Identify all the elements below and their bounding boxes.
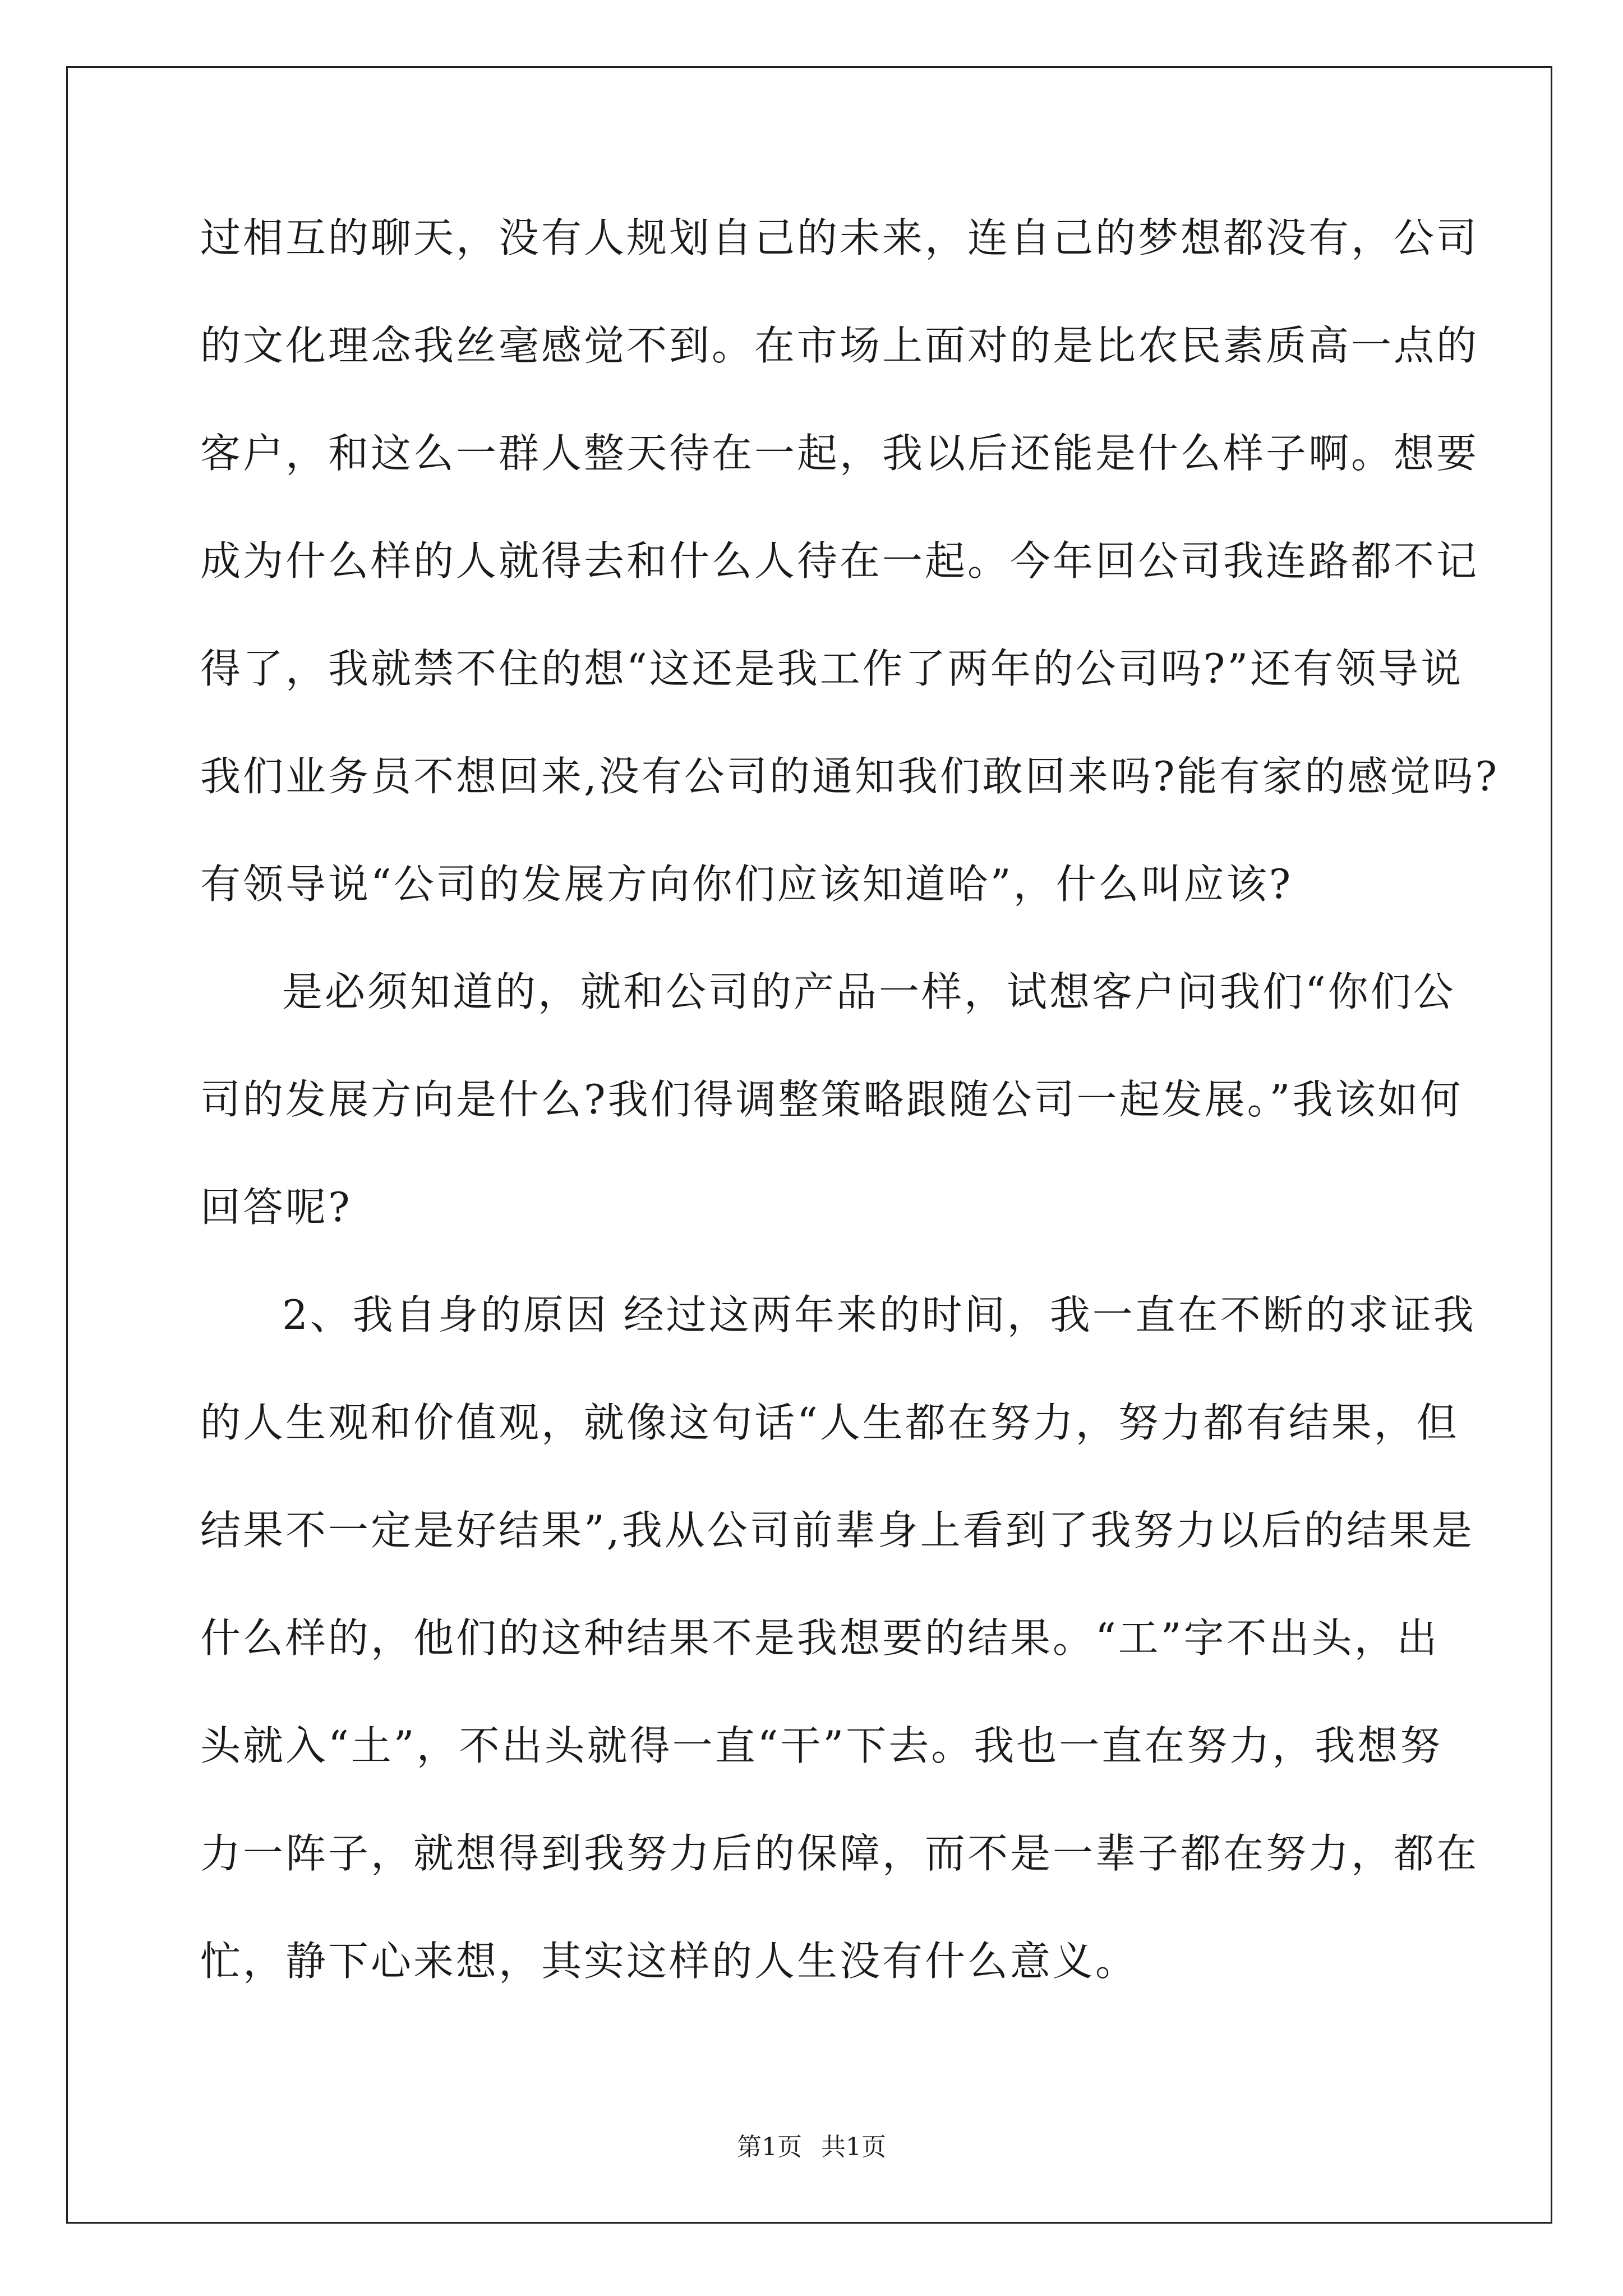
page-footer (0, 2131, 1623, 2164)
text-line: 司的发展方向是什么?我们得调整策略跟随公司一起发展。”我该如何 (200, 1076, 1463, 1123)
page-border (66, 66, 1552, 2224)
paragraph-first-line: 是必须知道的，就和公司的产品一样，试想客户问我们“你们公 (282, 968, 1456, 1015)
text-line: 头就入“土”，不出头就得一直“干”下去。我也一直在努力，我想努 (200, 1722, 1443, 1769)
text-line: 的文化理念我丝毫感觉不到。在市场上面对的是比农民素质高一点的 (200, 322, 1479, 369)
text-line: 的人生观和价值观，就像这句话“人生都在努力，努力都有结果，但 (200, 1399, 1459, 1446)
text-line: 过相互的聊天，没有人规划自己的未来，连自己的梦想都没有，公司 (200, 214, 1479, 261)
text-line: 成为什么样的人就得去和什么人待在一起。今年回公司我连路都不记 (200, 537, 1479, 585)
text-line: 回答呢? (200, 1184, 352, 1231)
text-line: 我们业务员不想回来,没有公司的通知我们敢回来吗?能有家的感觉吗? (200, 753, 1500, 800)
page-number: 第1页 (737, 2133, 802, 2161)
text-line: 结果不一定是好结果”,我从公司前辈身上看到了我努力以后的结果是 (200, 1507, 1474, 1554)
text-line: 得了，我就禁不住的想“这还是我工作了两年的公司吗?”还有领导说 (200, 645, 1464, 692)
text-line: 什么样的，他们的这种结果不是我想要的结果。“工”字不出头，出 (200, 1614, 1440, 1662)
text-line: 客户，和这么一群人整天待在一起，我以后还能是什么样子啊。想要 (200, 430, 1479, 477)
text-line: 忙，静下心来想，其实这样的人生没有什么意义。 (200, 1938, 1138, 1985)
page-total: 共1页 (821, 2133, 886, 2161)
text-line: 有领导说“公司的发展方向你们应该知道哈”，什么叫应该? (200, 861, 1293, 908)
text-line: 力一阵子，就想得到我努力后的保障，而不是一辈子都在努力，都在 (200, 1830, 1479, 1877)
paragraph-first-line: 2、我自身的原因 经过这两年来的时间，我一直在不断的求证我 (282, 1291, 1476, 1338)
